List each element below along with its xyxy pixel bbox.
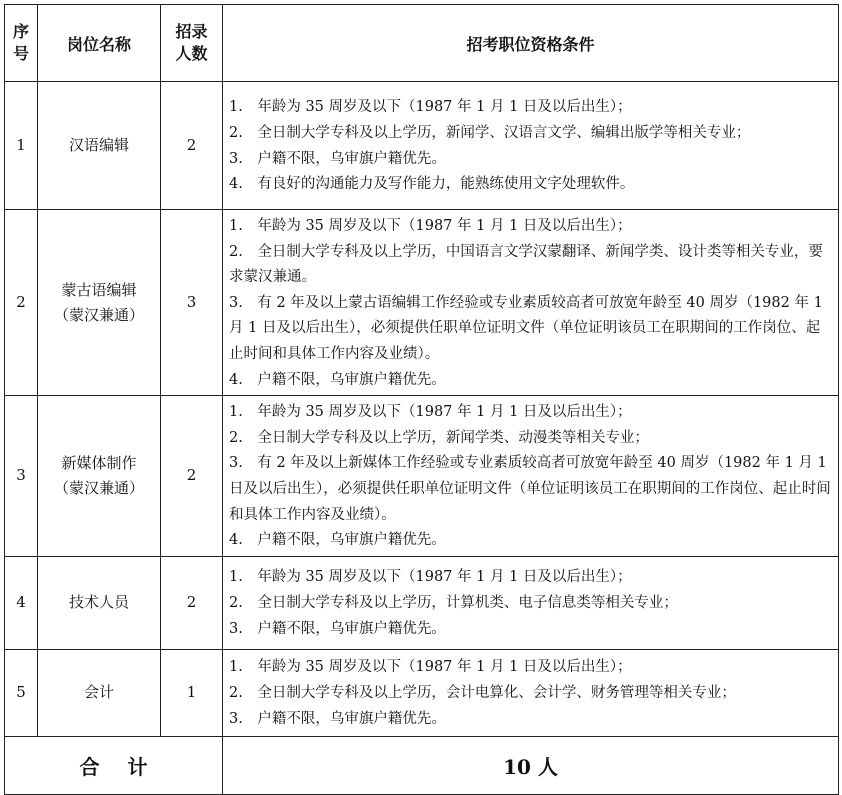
row-seq: 2 — [5, 210, 38, 396]
row-requirements — [223, 82, 839, 210]
requirement-item: 4. 户籍不限，乌审旗户籍优先。 — [229, 371, 446, 388]
total-value: 10 人 — [223, 736, 839, 794]
row-count: 2 — [161, 396, 223, 557]
row-position-line: （蒙汉兼通） — [53, 305, 144, 324]
requirement-item: 1. 年龄为 35 周岁及以下（1987 年 1 月 1 日及以后出生）； — [229, 569, 632, 586]
header-seq-line: 序 — [12, 22, 29, 41]
row-count: 2 — [161, 556, 223, 649]
row-position-line: 蒙古语编辑 — [61, 280, 137, 299]
requirement-item: 3. 户籍不限，乌审旗户籍优先。 — [229, 710, 446, 727]
header-seq-line: 号 — [12, 44, 29, 63]
header-row — [5, 5, 839, 82]
row-requirements — [223, 396, 839, 557]
requirement-item: 3. 户籍不限，乌审旗户籍优先。 — [229, 620, 446, 637]
requirement-item: 3. 有 2 年及以上新媒体工作经验或专业素质较高者可放宽年龄至 40 周岁（1982 年 1 月 1 日及以后出生），必须提供任职单位证明文件（单位证明该员工在职期间的工作岗位、起止时间和具体工作内容及业绩）。 — [229, 455, 831, 523]
table-row — [5, 210, 839, 396]
header-position: 岗位名称 — [38, 5, 161, 82]
table-row — [5, 396, 839, 557]
row-position — [38, 556, 161, 649]
requirement-item: 3. 户籍不限，乌审旗户籍优先。 — [229, 150, 446, 167]
header-requirements: 招考职位资格条件 — [223, 5, 839, 82]
row-position-line: 新媒体制作 — [61, 453, 137, 472]
table-row — [5, 649, 839, 736]
requirement-item: 2. 全日制大学专科及以上学历，会计电算化、会计学、财务管理等相关专业； — [229, 684, 736, 701]
total-label-text: 合计 — [79, 754, 176, 779]
requirement-item: 2. 全日制大学专科及以上学历，计算机类、电子信息类等相关专业； — [229, 594, 678, 611]
requirement-item: 1. 年龄为 35 周岁及以下（1987 年 1 月 1 日及以后出生）； — [229, 404, 632, 421]
requirement-item: 4. 有良好的沟通能力及写作能力，能熟练使用文字处理软件。 — [229, 176, 635, 193]
row-position-line: 汉语编辑 — [68, 136, 129, 154]
row-seq: 1 — [5, 82, 38, 210]
row-count: 2 — [161, 82, 223, 210]
requirement-item: 2. 全日制大学专科及以上学历，新闻学、汉语言文学、编辑出版学等相关专业； — [229, 124, 751, 141]
table-row — [5, 556, 839, 649]
table-row — [5, 82, 839, 210]
requirement-item: 1. 年龄为 35 周岁及以下（1987 年 1 月 1 日及以后出生）； — [229, 99, 632, 116]
requirement-item: 2. 全日制大学专科及以上学历，中国语言文学汉蒙翻译、新闻学类、设计类等相关专业，要求蒙汉兼通。 — [229, 243, 823, 286]
row-requirements — [223, 210, 839, 396]
requirement-item: 3. 有 2 年及以上蒙古语编辑工作经验或专业素质较高者可放宽年龄至 40 周岁（1982 年 1 月 1 日及以后出生），必须提供任职单位证明文件（单位证明该员工在职期间的工作岗位、起止时间和具体工作内容及业绩）。 — [229, 294, 823, 362]
row-position — [38, 210, 161, 396]
row-requirements — [223, 649, 839, 736]
row-count: 3 — [161, 210, 223, 396]
requirement-item: 2. 全日制大学专科及以上学历，新闻学类、动漫类等相关专业； — [229, 429, 649, 446]
row-position — [38, 396, 161, 557]
row-seq: 5 — [5, 649, 38, 736]
row-position-line: 会计 — [83, 683, 114, 702]
header-seq — [5, 5, 38, 82]
row-position — [38, 649, 161, 736]
total-label — [5, 736, 223, 794]
row-seq: 4 — [5, 556, 38, 649]
requirement-item: 1. 年龄为 35 周岁及以下（1987 年 1 月 1 日及以后出生）； — [229, 218, 632, 234]
row-count: 1 — [161, 649, 223, 736]
requirement-item: 4. 户籍不限，乌审旗户籍优先。 — [229, 532, 446, 549]
row-seq: 3 — [5, 396, 38, 557]
row-position-line: （蒙汉兼通） — [53, 478, 144, 497]
requirement-item: 1. 年龄为 35 周岁及以下（1987 年 1 月 1 日及以后出生）； — [229, 659, 632, 676]
header-count-line: 招录 — [175, 22, 208, 41]
row-position-line: 技术人员 — [68, 593, 129, 612]
recruitment-table — [4, 4, 839, 795]
row-position — [38, 82, 161, 210]
header-count — [161, 5, 223, 82]
row-requirements — [223, 556, 839, 649]
header-count-line: 人数 — [175, 44, 208, 63]
total-row — [5, 736, 839, 794]
